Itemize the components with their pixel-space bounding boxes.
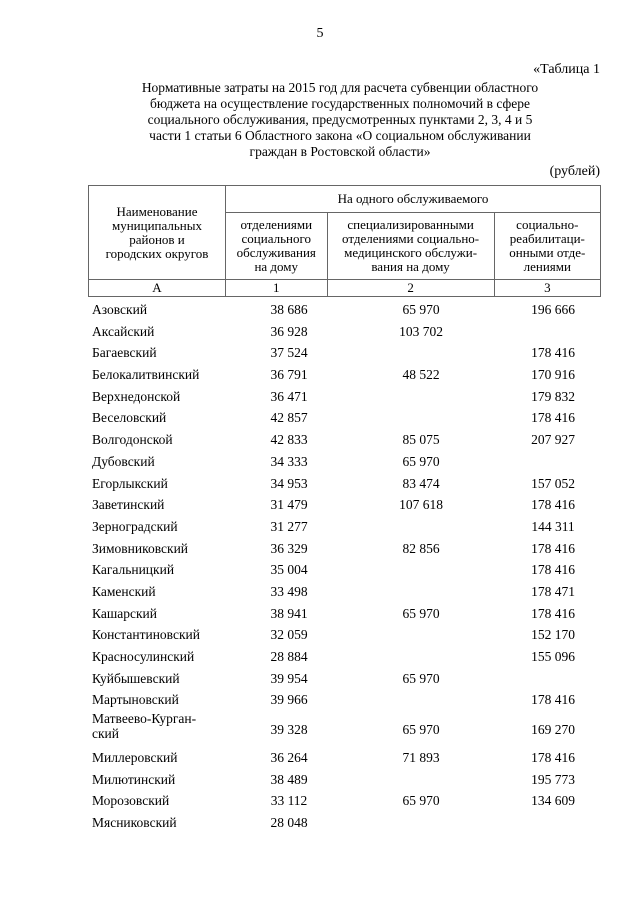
district-name: Милютинский [92, 771, 176, 787]
value-medical-home-service: 65 970 [402, 722, 440, 738]
district-name: Мясниковский [92, 815, 177, 831]
value-home-service: 37 524 [270, 345, 308, 361]
value-home-service: 36 471 [270, 388, 308, 404]
table-row [92, 407, 602, 429]
title-line: социального обслуживания, предусмотренных пунктами 2, 3, 4 и 5 [147, 112, 533, 127]
column-number: 1 [225, 280, 327, 297]
document-title [100, 80, 580, 160]
table-row [92, 711, 602, 747]
value-rehabilitation: 170 916 [531, 367, 575, 383]
district-name: Кашарский [92, 605, 157, 621]
title-line: бюджета на осуществление государственных полномочий в сфере [150, 96, 530, 111]
value-rehabilitation: 144 311 [531, 518, 575, 534]
table-row [92, 299, 602, 321]
value-home-service: 39 328 [270, 722, 308, 738]
value-rehabilitation: 178 416 [531, 410, 575, 426]
value-home-service: 42 857 [270, 410, 308, 426]
value-home-service: 35 004 [270, 562, 308, 578]
table-row [92, 812, 602, 834]
value-rehabilitation: 134 609 [531, 793, 575, 809]
value-home-service: 38 941 [270, 605, 308, 621]
value-home-service: 34 333 [270, 453, 308, 469]
table-body [92, 299, 602, 834]
district-name: Зерноградский [92, 518, 178, 534]
district-name: Багаевский [92, 345, 157, 361]
value-rehabilitation: 178 416 [531, 692, 575, 708]
table-row [92, 321, 602, 343]
header-col-home-service: отделениями социального обслуживания на дому [225, 213, 327, 280]
table-row [92, 473, 602, 495]
value-medical-home-service: 103 702 [399, 323, 443, 339]
title-line: Нормативные затраты на 2015 год для расчета субвенции областного [141, 80, 539, 95]
district-name: Мартыновский [92, 692, 179, 708]
value-medical-home-service: 48 522 [402, 367, 440, 383]
value-home-service: 39 966 [270, 692, 308, 708]
value-rehabilitation: 157 052 [531, 475, 575, 491]
value-medical-home-service: 65 970 [402, 302, 440, 317]
district-name: Каменский [92, 583, 156, 599]
value-medical-home-service: 65 970 [402, 793, 440, 809]
table-row [92, 494, 602, 516]
title-line: части 1 статьи 6 Областного закона «О социальном обслуживании [149, 128, 531, 143]
table-row [92, 364, 602, 386]
table-row [92, 386, 602, 408]
district-name: Белокалитвинский [92, 367, 200, 383]
district-name: Миллеровский [92, 750, 178, 766]
column-number: 2 [327, 280, 494, 297]
header-col-medical-home-service: специализированными отделениями социально- медицинского обслужи- вания на дому [327, 213, 494, 280]
value-rehabilitation: 178 416 [531, 562, 575, 578]
table-row [92, 689, 602, 711]
value-rehabilitation: 178 416 [531, 345, 575, 361]
district-name: Егорлыкский [92, 475, 168, 491]
district-name: Веселовский [92, 410, 167, 426]
district-name: Дубовский [92, 453, 155, 469]
district-name: Зимовниковский [92, 540, 189, 556]
district-name: Верхнедонской [92, 388, 181, 404]
value-rehabilitation: 178 416 [531, 750, 575, 766]
table-row [92, 451, 602, 473]
value-home-service: 31 479 [270, 497, 308, 513]
value-rehabilitation: 179 832 [531, 388, 575, 404]
table-row [92, 342, 602, 364]
value-rehabilitation: 178 416 [531, 540, 575, 556]
value-medical-home-service: 85 075 [402, 432, 440, 448]
value-medical-home-service: 107 618 [399, 497, 443, 513]
district-name: Волгодонской [92, 432, 173, 448]
table-row [92, 624, 602, 646]
value-home-service: 36 791 [270, 367, 308, 383]
table-row [92, 747, 602, 769]
value-home-service: 33 112 [270, 793, 308, 809]
value-rehabilitation: 207 927 [531, 432, 575, 448]
value-medical-home-service: 65 970 [402, 453, 440, 469]
table-header [88, 185, 601, 297]
table-row [92, 769, 602, 791]
district-name: Матвеево-Курган- ский [92, 711, 197, 742]
value-rehabilitation: 178 416 [531, 605, 575, 621]
value-home-service: 36 264 [270, 750, 308, 766]
value-medical-home-service: 65 970 [402, 670, 440, 686]
table-reference: «Таблица 1 [533, 62, 600, 77]
value-home-service: 28 048 [270, 815, 308, 831]
header-col-rehabilitation: социально- реабилитаци- онными отде- лениями [494, 213, 600, 280]
value-medical-home-service: 83 474 [402, 475, 440, 491]
table-row [92, 668, 602, 690]
value-rehabilitation: 178 416 [531, 497, 575, 513]
district-name: Куйбышевский [92, 670, 180, 686]
table-row [92, 603, 602, 625]
district-name: Красносулинский [92, 649, 195, 664]
value-medical-home-service: 71 893 [402, 750, 440, 766]
value-rehabilitation: 155 096 [531, 649, 575, 664]
value-home-service: 32 059 [270, 627, 308, 643]
value-rehabilitation: 178 471 [531, 583, 575, 599]
value-home-service: 39 954 [270, 670, 308, 686]
table-row [92, 538, 602, 560]
value-home-service: 42 833 [270, 432, 308, 448]
page-number: 5 [316, 26, 324, 41]
district-name: Азовский [92, 302, 148, 317]
value-home-service: 38 686 [270, 302, 308, 317]
value-home-service: 36 928 [270, 323, 308, 339]
table-row [92, 559, 602, 581]
header-group-per-person: На одного обслуживаемого [225, 186, 600, 213]
value-rehabilitation: 169 270 [531, 722, 575, 738]
header-name-column: Наименование муниципальных районов и городских округов [89, 186, 226, 280]
value-rehabilitation: 195 773 [531, 771, 575, 787]
table-row [92, 790, 602, 812]
district-name: Кагальницкий [92, 562, 175, 578]
value-rehabilitation: 152 170 [531, 627, 575, 643]
units-label: (рублей) [549, 164, 600, 179]
value-rehabilitation: 196 666 [531, 302, 575, 317]
value-home-service: 31 277 [270, 518, 308, 534]
table-row [92, 516, 602, 538]
value-home-service: 28 884 [270, 649, 308, 664]
value-medical-home-service: 65 970 [402, 605, 440, 621]
value-home-service: 38 489 [270, 771, 308, 787]
table-row [92, 646, 602, 668]
column-number: А [89, 280, 226, 297]
value-medical-home-service: 82 856 [402, 540, 440, 556]
district-name: Заветинский [92, 497, 165, 513]
value-home-service: 33 498 [270, 583, 308, 599]
district-name: Морозовский [92, 793, 170, 809]
value-home-service: 34 953 [270, 475, 308, 491]
district-name: Константиновский [92, 627, 200, 643]
table-row [92, 429, 602, 451]
title-line: граждан в Ростовской области» [249, 144, 431, 159]
column-number: 3 [494, 280, 600, 297]
district-name: Аксайский [92, 323, 155, 339]
value-home-service: 36 329 [270, 540, 308, 556]
table-row [92, 581, 602, 603]
